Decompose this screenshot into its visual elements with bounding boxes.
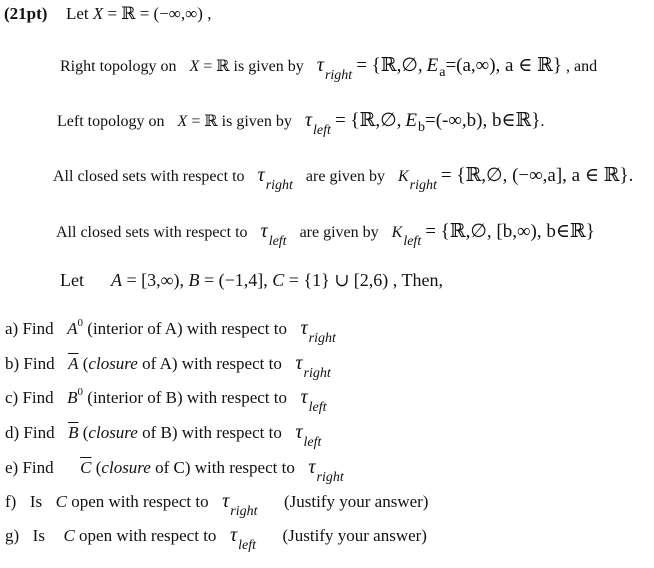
- tau-subscript: left: [238, 538, 256, 553]
- problem-header: [4, 4, 211, 24]
- question-a: [5, 317, 336, 346]
- let-word: Let: [65, 4, 89, 23]
- points-label: (21pt): [4, 4, 48, 23]
- given-by-text: = ℝ is given by: [203, 58, 304, 75]
- tau-symbol: τ: [229, 524, 238, 546]
- question-label: f): [5, 492, 17, 511]
- question-d: [5, 421, 322, 450]
- question-label: b): [5, 354, 20, 373]
- set-e: E: [426, 55, 439, 76]
- question-text: of C) with respect to: [155, 458, 295, 477]
- k-subscript: left: [403, 234, 422, 249]
- closed-set-definition: = {ℝ,∅, (−∞,a], a ∈ ℝ}.: [440, 165, 634, 186]
- topology-set-open: = {ℝ,∅,: [356, 55, 423, 76]
- given-by-text: = ℝ is given by: [191, 113, 292, 130]
- topology-set-open: = {ℝ,∅,: [334, 110, 402, 131]
- question-text: of B) with respect to: [142, 423, 282, 442]
- tau-subscript: left: [313, 123, 331, 138]
- tau-subscript: left: [268, 234, 287, 249]
- closed-set-definition: = {ℝ,∅, [b,∞), b∈ℝ}: [425, 221, 595, 242]
- question-label: e): [5, 458, 19, 477]
- k-subscript: right: [409, 178, 437, 193]
- set-c: C: [63, 526, 75, 545]
- question-label: d): [5, 423, 20, 442]
- question-label: g): [5, 526, 20, 545]
- question-text: of A) with respect to: [142, 354, 282, 373]
- set-e-subscript: a: [439, 65, 446, 80]
- interior-mark: 0: [77, 317, 84, 329]
- tau-symbol: τ: [316, 54, 324, 76]
- question-label: a): [5, 319, 19, 338]
- justify-text: (Justify your answer): [282, 526, 427, 545]
- find-word: Find: [22, 388, 54, 407]
- tau-symbol: τ: [295, 352, 303, 374]
- tau-symbol: τ: [300, 386, 308, 408]
- question-g: [5, 524, 427, 553]
- set-c: C: [55, 492, 67, 511]
- tau-symbol: τ: [304, 109, 313, 131]
- set-b: B: [188, 270, 200, 290]
- question-text: open with respect to: [79, 526, 217, 545]
- question-text: (interior of B) with respect to: [87, 388, 287, 407]
- set-c: C: [272, 270, 285, 290]
- given-by-text: are given by: [305, 168, 385, 185]
- set-a-definition: = [3,∞),: [126, 270, 184, 290]
- interior-mark: 0: [77, 386, 84, 398]
- closed-sets-text: All closed sets with respect to: [53, 168, 245, 185]
- is-word: Is: [29, 492, 43, 511]
- right-topology-definition: [60, 54, 598, 83]
- symbol-x: X: [177, 113, 188, 130]
- set-b-definition: = (−1,4],: [203, 270, 268, 290]
- set-e: E: [405, 110, 417, 131]
- symbol-x: X: [189, 58, 200, 75]
- closure-word: closure: [101, 458, 151, 477]
- let-word: Let: [60, 270, 84, 290]
- closure-c: $\overline{C}$: [80, 458, 92, 477]
- set-definitions: [60, 270, 443, 290]
- find-word: Find: [22, 319, 54, 338]
- paren-open: (: [95, 458, 102, 477]
- left-topology-definition: [57, 109, 545, 138]
- period: .: [540, 113, 545, 130]
- set-e-subscript: b: [417, 120, 425, 135]
- tau-subscript: right: [265, 178, 293, 193]
- closure-word: closure: [88, 354, 138, 373]
- set-a: A: [111, 270, 122, 290]
- set-symbol-x: X: [92, 4, 104, 23]
- question-label: c): [5, 388, 19, 407]
- tau-symbol: τ: [260, 220, 268, 242]
- justify-text: (Justify your answer): [284, 492, 429, 511]
- find-word: Find: [23, 423, 55, 442]
- set-e-definition: =(a,∞), a ∈ ℝ}: [445, 55, 562, 76]
- is-word: Is: [32, 526, 45, 545]
- question-e: [5, 456, 344, 485]
- tau-subscript: right: [230, 504, 258, 519]
- find-word: Find: [23, 354, 55, 373]
- x-definition: = ℝ = (−∞,∞) ,: [107, 4, 212, 23]
- paren-open: (: [82, 354, 89, 373]
- left-topology-text: Left topology on: [57, 113, 165, 130]
- right-topology-text: Right topology on: [60, 58, 177, 75]
- tau-symbol: τ: [300, 317, 308, 339]
- tau-symbol: τ: [222, 490, 230, 512]
- tau-subscript: left: [308, 400, 327, 415]
- tau-symbol: τ: [257, 164, 265, 186]
- closure-word: closure: [88, 423, 138, 442]
- k-symbol: K: [391, 224, 403, 241]
- tau-subscript: right: [316, 470, 344, 485]
- set-c-definition: = {1} ∪ [2,6) ,: [288, 270, 398, 290]
- closure-b: $\overline{B}$: [68, 423, 79, 442]
- question-b: [5, 352, 331, 381]
- find-word: Find: [22, 458, 54, 477]
- closed-sets-left: [56, 220, 595, 249]
- tau-subscript: right: [303, 366, 331, 381]
- then-word: Then,: [401, 270, 443, 290]
- and-text: , and: [565, 58, 598, 75]
- closed-sets-right: [53, 164, 634, 193]
- given-by-text: are given by: [299, 224, 379, 241]
- tau-symbol: τ: [295, 421, 303, 443]
- question-text: (interior of A) with respect to: [87, 319, 287, 338]
- question-c: [5, 386, 327, 415]
- closed-sets-text: All closed sets with respect to: [56, 224, 248, 241]
- set-b: B: [67, 388, 78, 407]
- set-e-definition: =(-∞,b), b∈ℝ}: [424, 110, 541, 131]
- paren-open: (: [82, 423, 89, 442]
- tau-subscript: left: [303, 435, 322, 450]
- question-f: [5, 490, 429, 519]
- k-symbol: K: [398, 168, 409, 185]
- tau-symbol: τ: [308, 456, 316, 478]
- question-text: open with respect to: [71, 492, 209, 511]
- tau-subscript: right: [324, 68, 353, 83]
- tau-subscript: right: [308, 331, 336, 346]
- set-a: A: [67, 319, 78, 338]
- closure-a: $\overline{A}$: [68, 354, 79, 373]
